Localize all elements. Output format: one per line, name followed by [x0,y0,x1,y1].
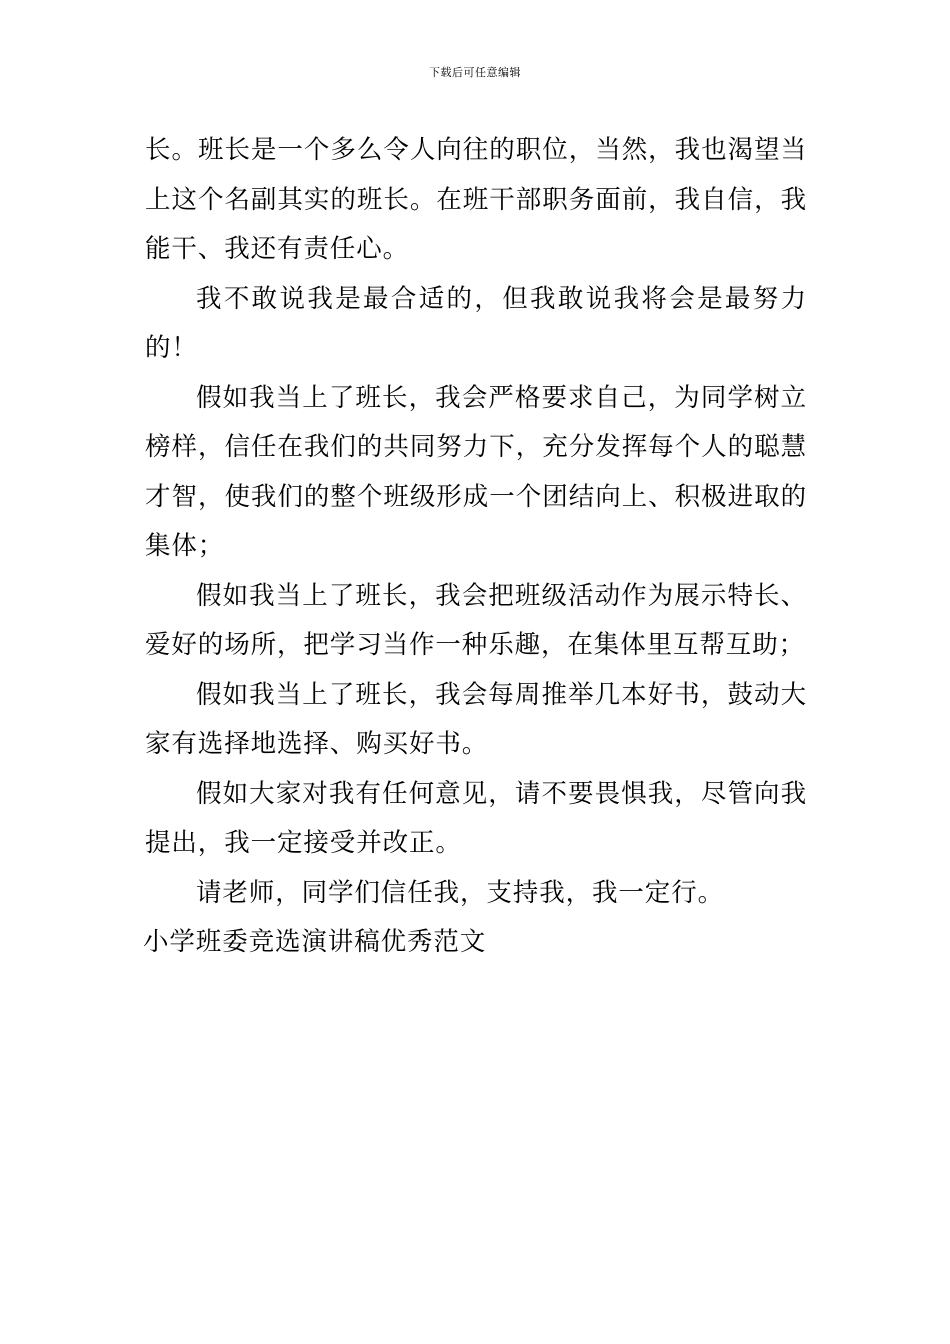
paragraph-continuation: 长。班长是一个多么令人向往的职位，当然，我也渴望当上这个名副其实的班长。在班干部职务面前，我自信，我能干、我还有责任心。 [145,135,807,264]
paragraph-closing: 请老师，同学们信任我，支持我，我一定行。 [196,877,725,908]
paragraph-good-books: 假如我当上了班长，我会每周推举几本好书，鼓动大家有选择地选择、购买好书。 [145,679,807,759]
paragraph-role-model: 假如我当上了班长，我会严格要求自己，为同学树立榜样，信任在我们的共同努力下，充分发挥每个人的聪慧才智，使我们的整个班级形成一个团结向上、积极进取的集体； [145,382,807,561]
paragraph-class-activities: 假如我当上了班长，我会把班级活动作为展示特长、爱好的场所，把学习当作一种乐趣，在集体里互帮互助； [145,580,807,660]
next-article-title: 小学班委竞选演讲稿优秀范文 [143,927,487,957]
paragraph-feedback: 假如大家对我有任何意见，请不要畏惧我，尽管向我提出，我一定接受并改正。 [145,778,807,858]
page-header-note: 下载后可任意编辑 [429,66,521,79]
paragraph-most-effort: 我不敢说我是最合适的，但我敢说我将会是最努力的！ [145,283,807,363]
document-body [145,126,807,968]
